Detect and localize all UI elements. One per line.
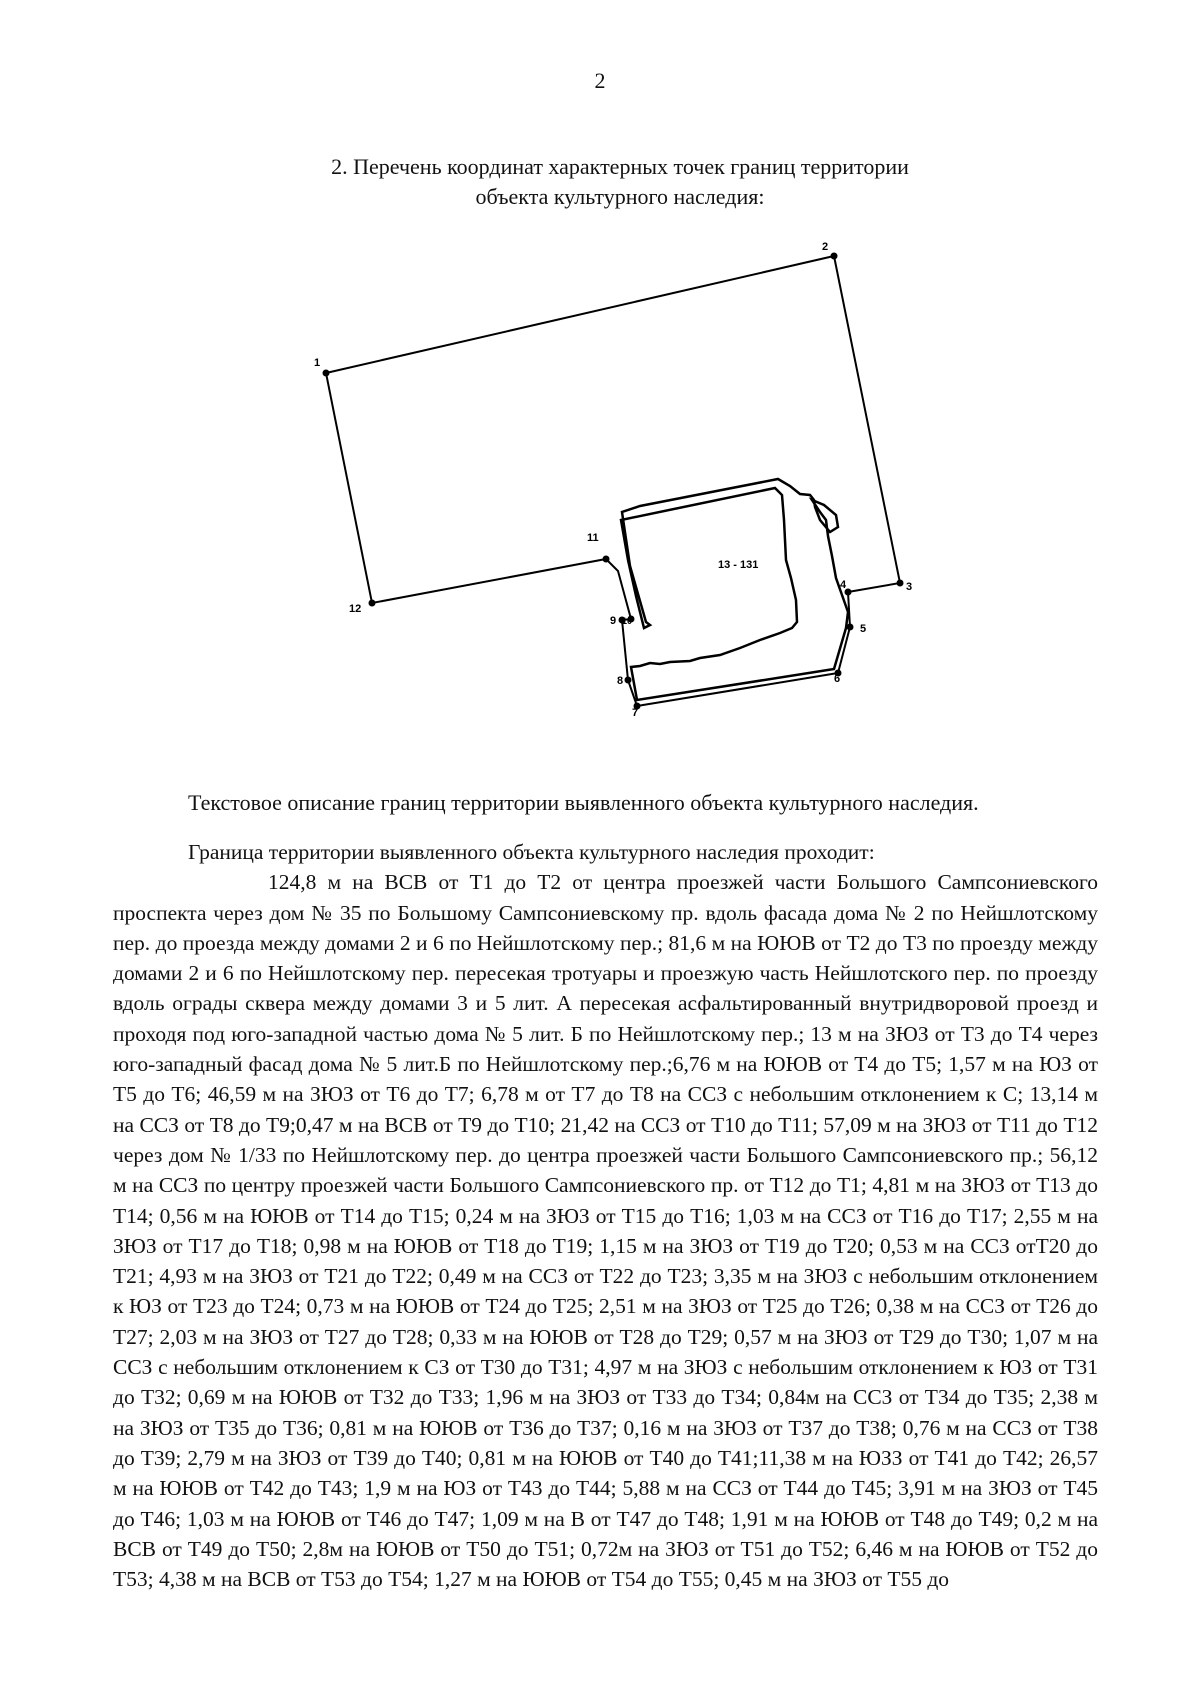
vertex-8 <box>625 677 632 684</box>
vertex-label-3: 3 <box>906 581 913 593</box>
section-heading <box>0 152 1200 212</box>
vertex-label-5: 5 <box>860 623 867 635</box>
boundary-plan <box>300 230 920 719</box>
building-label: 13 - 131 <box>718 559 759 571</box>
vertex-1 <box>323 370 330 377</box>
vertex-label-9: 9 <box>610 615 617 627</box>
vertex-label-12: 12 <box>349 603 362 615</box>
vertex-label-1: 1 <box>314 357 321 369</box>
vertex-12 <box>369 600 376 607</box>
vertex-2 <box>831 253 838 260</box>
vertex-label-11: 11 <box>587 532 599 544</box>
heading-line-1: 2. Перечень координат характерных точек границ территории <box>331 154 909 179</box>
vertex-label-8: 8 <box>617 675 624 687</box>
vertex-3 <box>897 580 904 587</box>
description-title: Текстовое описание границ территории выявленного объекта культурного наследия. <box>188 790 979 815</box>
description-body <box>113 837 1098 1594</box>
boundary-line <box>326 256 900 706</box>
vertex-label-10: 10 <box>622 616 633 626</box>
vertex-label-4: 4 <box>840 579 847 591</box>
vertex-11 <box>603 556 610 563</box>
vertex-5 <box>847 624 854 631</box>
description-paragraph: 124,8 м на ВСВ от Т1 до Т2 от центра проезжей части Большого Сампсониевского проспекта через дом № 35 по Большому Сампсониевскому пр. вдоль фасада дома № 2 по Нейшлотскому пер. до проезда между домами 2 и 6 по Нейшлотскому пер.; 81,6 м на ЮЮВ от Т2 до Т3 по проезду между домами 2 и 6 по Нейшлотскому пер. пересекая тротуары и проезжую часть Нейшлотского пер. по проезду вдоль ограды сквера между домами 3 и 5 лит. А пересекая асфальтированный внутридворовой проезд и проходя под юго-западной частью дома № 5 лит. Б по Нейшлотскому пер.; 13 м на ЗЮЗ от Т3 до Т4 через юго-западный фасад дома № 5 лит.Б по Нейшлотскому пер.;6,76 м на ЮЮВ от Т4 до Т5; 1,57 м на ЮЗ от Т5 до Т6; 46,59 м на ЗЮЗ от Т6 до Т7; 6,78 м от Т7 до Т8 на ССЗ с небольшим отклонением к С; 13,14 м на ССЗ от Т8 до Т9;0,47 м на ВСВ от Т9 до Т10; 21,42 на ССЗ от Т10 до Т11; 57,09 м на ЗЮЗ от Т11 до Т12 через дом № 1/33 по Нейшлотскому пер. до центра проезжей части Большого Сампсониевского пр.; 56,12 м на ССЗ по центру проезжей части Большого Сампсониевского пр. от Т12 до Т1; 4,81 м на ЗЮЗ от Т13 до Т14; 0,56 м на ЮЮВ от Т14 до Т15; 0,24 м на ЗЮЗ от Т15 до Т16; 1,03 м на ССЗ от Т16 до Т17; 2,55 м на ЗЮЗ от Т17 до Т18; 0,98 м на ЮЮВ от Т18 до Т19; 1,15 м на ЗЮЗ от Т19 до Т20; 0,53 м на ССЗ отТ20 до Т21; 4,93 м на ЗЮЗ от Т21 до Т22; 0,49 м на ССЗ от Т22 до Т23; 3,35 м на ЗЮЗ с небольшим отклонением к ЮЗ от Т23 до Т24; 0,73 м на ЮЮВ от Т24 до Т25; 2,51 м на ЗЮЗ от Т25 до Т26; 0,38 м на ССЗ от Т26 до Т27; 2,03 м на ЗЮЗ от Т27 до Т28; 0,33 м на ЮЮВ от Т28 до Т29; 0,57 м на ЗЮЗ от Т29 до Т30; 1,07 м на ССЗ с небольшим отклонением к СЗ от Т30 до Т31; 4,97 м на ЗЮЗ с небольшим отклонением к ЮЗ от Т31 до Т32; 0,69 м на ЮЮВ от Т32 до Т33; 1,96 м на ЗЮЗ от Т33 до Т34; 0,84м на ССЗ от Т34 до Т35; 2,38 м на ЗЮЗ от Т35 до Т36; 0,81 м на ЮЮВ от Т36 до Т37; 0,16 м на ЗЮЗ от Т37 до Т38; 0,76 м на ССЗ от Т38 до Т39; 2,79 м на ЗЮЗ от Т39 до Т40; 0,81 м на ЮЮВ от Т40 до Т41;11,38 м на ЮЗЗ от Т41 до Т42; 26,57 м на ЮЮВ от Т42 до Т43; 1,9 м на ЮЗ от Т43 до Т44; 5,88 м на ССЗ от Т44 до Т45; 3,91 м на ЗЮЗ от Т45 до Т46; 1,03 м на ЮЮВ от Т46 до Т47; 1,09 м на В от Т47 до Т48; 1,91 м на ЮЮВ от Т48 до Т49; 0,2 м на ВСВ от Т49 до Т50; 2,8м на ЮЮВ от Т50 до Т51; 0,72м на ЗЮЗ от Т51 до Т52; 6,46 м на ЮЮВ от Т52 до Т53; 4,38 м на ВСВ от Т53 до Т54; 1,27 м на ЮЮВ от Т54 до Т55; 0,45 м на ЗЮЗ от Т55 до <box>113 870 1098 1592</box>
description-intro: Граница территории выявленного объекта культурного наследия проходит: <box>188 840 875 864</box>
building-outline <box>621 479 848 700</box>
page-number: 2 <box>594 68 606 93</box>
heading-line-2: объекта культурного наследия: <box>475 184 765 209</box>
vertex-label-7: 7 <box>632 707 639 719</box>
vertex-label-6: 6 <box>834 673 841 685</box>
vertex-label-2: 2 <box>822 241 829 253</box>
